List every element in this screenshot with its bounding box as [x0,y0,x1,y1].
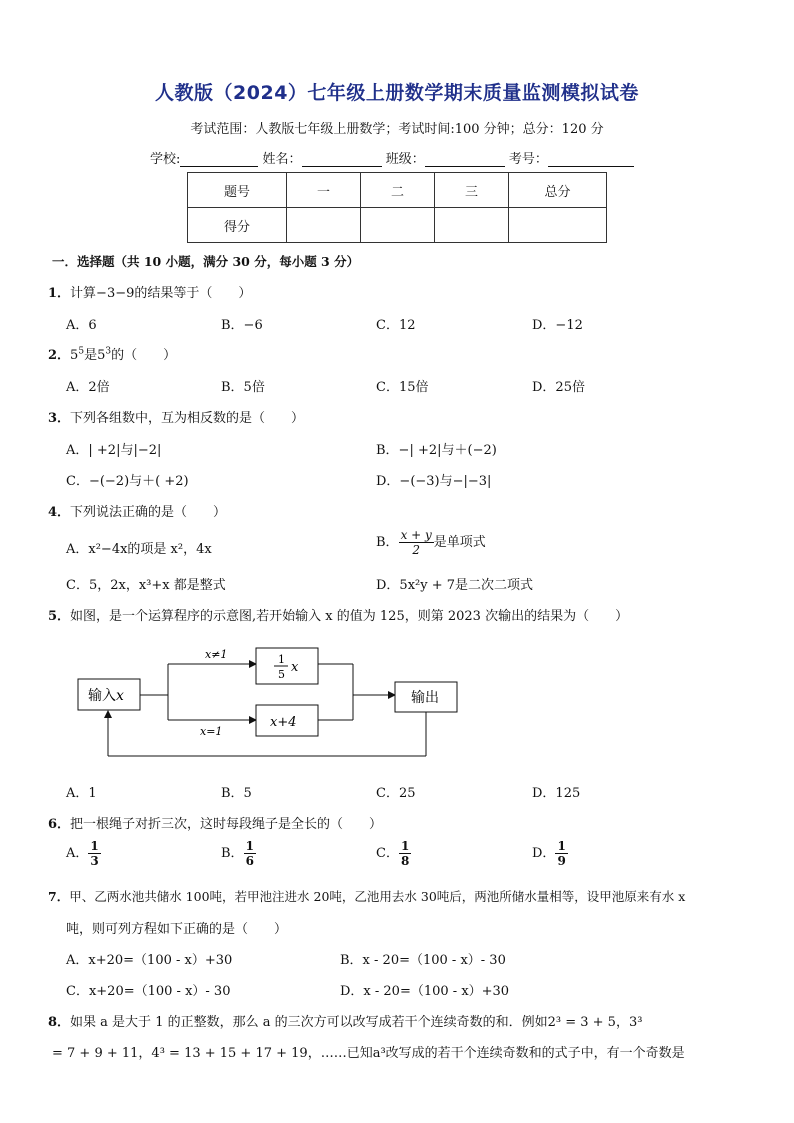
add-label: x+4 [270,715,297,730]
question-number: 5． [48,609,71,624]
question-8 [48,1011,642,1030]
option-label: B． [376,535,399,550]
frac-var: x [291,660,299,675]
question-7 [48,887,685,905]
question-text: 把一根绳子对折三次，这时每段绳子是全长的（ ） [70,817,383,832]
question-text: 如图，是一个运算程序的示意图,若开始输入 x 的值为 125，则第 2023 次输出的结果为（ ） [70,609,629,624]
option-b[interactable] [376,529,486,556]
fraction-numerator: 1 [400,839,410,853]
fraction-denominator: 6 [245,854,254,868]
exam-no-label: 考号： [508,152,548,167]
score-table-score-row [188,208,607,243]
option-c[interactable]: C．25 [376,786,416,801]
question-text: 计算−3−9的结果等于（ ） [70,286,252,301]
score-cell[interactable] [435,208,509,243]
question-3 [48,407,304,426]
frac-num: 1 [278,653,285,666]
question-1 [48,282,251,301]
fraction-denominator: 9 [557,854,566,868]
option-label: B． [221,846,244,861]
question-8-line2: = 7 + 9 + 11，4³ = 13 + 15 + 17 + 19，……已知a³改写成的若干个连续奇数和的式子中，有一个奇数是 [52,1046,685,1061]
option-d[interactable]: D．5x²y + 7是二次二项式 [376,578,534,593]
score-table-header-row [188,173,607,208]
score-cell[interactable] [287,208,361,243]
question-number: 7． [48,889,70,904]
name-label: 姓名： [262,152,302,167]
question-2 [48,344,176,363]
question-text: 是5 [84,348,106,363]
fraction [88,840,100,867]
score-table [187,172,607,243]
option-b[interactable]: B．5倍 [221,380,265,395]
exam-no-blank[interactable] [548,152,634,167]
score-header-cell: 总分 [509,173,607,208]
option-a[interactable]: A．x²−4x的项是 x²，4x [66,542,212,557]
question-7-line2: 吨，则可列方程如下正确的是（ ） [66,922,288,937]
option-a[interactable]: A．2倍 [66,380,110,395]
option-d[interactable]: D．−12 [532,318,583,333]
school-blank[interactable] [180,152,258,167]
option-a[interactable] [66,840,101,867]
option-b[interactable] [221,840,256,867]
output-label: 输出 [411,690,439,706]
option-d[interactable] [532,840,568,867]
section-heading: 一．选择题（共 10 小题，满分 30 分，每小题 3 分） [52,254,360,269]
exponent: 5 [78,346,85,357]
condition-top: x≠1 [205,648,228,661]
score-row-label: 得分 [188,208,287,243]
option-b[interactable]: B．5 [221,786,252,801]
question-number: 1． [48,286,71,301]
option-a[interactable]: A．6 [66,318,97,333]
question-number: 2． [48,348,71,363]
option-a[interactable]: A．| +2|与|−2| [66,443,162,458]
fraction [399,529,434,556]
fraction-denominator: 3 [90,854,99,868]
option-c[interactable]: C．12 [376,318,416,333]
fraction-numerator: 1 [90,839,99,853]
fraction [399,840,411,867]
question-number: 6． [48,817,71,832]
option-c[interactable]: C．−(−2)与＋( +2) [66,474,189,489]
question-text: 5 [70,348,79,363]
fraction [244,840,256,867]
option-label: A． [66,846,89,861]
score-header-cell: 二 [361,173,435,208]
score-header-cell: 一 [287,173,361,208]
frac-den: 5 [278,668,285,681]
question-text: 的（ ） [111,348,177,363]
fraction-numerator: 1 [557,839,566,853]
question-text: 下列说法正确的是（ ） [70,505,227,520]
condition-bottom: x=1 [200,725,223,738]
fraction-denominator: 8 [400,854,410,868]
option-b[interactable]: B．x - 20=（100 - x）- 30 [340,953,506,968]
option-b[interactable]: B．−| +2|与＋(−2) [376,443,497,458]
name-blank[interactable] [302,152,382,167]
question-number: 4． [48,505,71,520]
option-label: C． [376,846,399,861]
question-text: 如果 a 是大于 1 的正整数，那么 a 的三次方可以改写成若干个连续奇数的和．例如2³ = 3 + 5，3³ [70,1015,643,1030]
option-c[interactable]: C．5，2x，x³+x 都是整式 [66,578,226,593]
option-a[interactable]: A．x+20=（100 - x）+30 [66,953,233,968]
class-label: 班级： [385,152,425,167]
question-6 [48,813,382,832]
score-header-cell: 题号 [188,173,287,208]
question-text: 甲、乙两水池共储水 100吨，若甲池注进水 20吨，乙池用去水 30吨后，两池所储水量相等，设甲池原来有水 x [69,889,686,904]
exam-subtitle: 考试范围：人教版七年级上册数学；考试时间:100 分钟；总分：120 分 [190,122,604,137]
fraction [555,840,567,867]
option-c[interactable]: C．15倍 [376,380,429,395]
option-d[interactable]: D．25倍 [532,380,585,395]
option-d[interactable]: D．−(−3)与−|−3| [376,474,492,489]
page-title: 人教版（2024）七年级上册数学期末质量监测模拟试卷 [155,82,639,104]
option-b[interactable]: B．−6 [221,318,263,333]
option-a[interactable]: A．1 [66,786,97,801]
school-label: 学校: [150,152,181,167]
score-header-cell: 三 [435,173,509,208]
option-c[interactable] [376,840,411,867]
option-d[interactable]: D．125 [532,786,581,801]
option-d[interactable]: D．x - 20=（100 - x）+30 [340,984,510,999]
score-cell[interactable] [361,208,435,243]
fraction-denominator: 2 [412,543,420,557]
score-cell[interactable] [509,208,607,243]
question-5 [48,605,628,624]
class-blank[interactable] [425,152,505,167]
option-c[interactable]: C．x+20=（100 - x）- 30 [66,984,231,999]
student-info-line [150,148,634,167]
question-number: 8． [48,1015,71,1030]
question-4 [48,501,226,520]
exponent: 3 [105,346,112,357]
fraction-numerator: x + y [400,528,432,542]
option-label: D． [532,846,556,861]
flow-diagram [70,640,470,765]
question-text: 下列各组数中，互为相反数的是（ ） [70,411,305,426]
input-label: 输入x [88,688,124,704]
option-text: 是单项式 [433,535,486,550]
question-number: 3． [48,411,71,426]
fraction-numerator: 1 [245,839,254,853]
